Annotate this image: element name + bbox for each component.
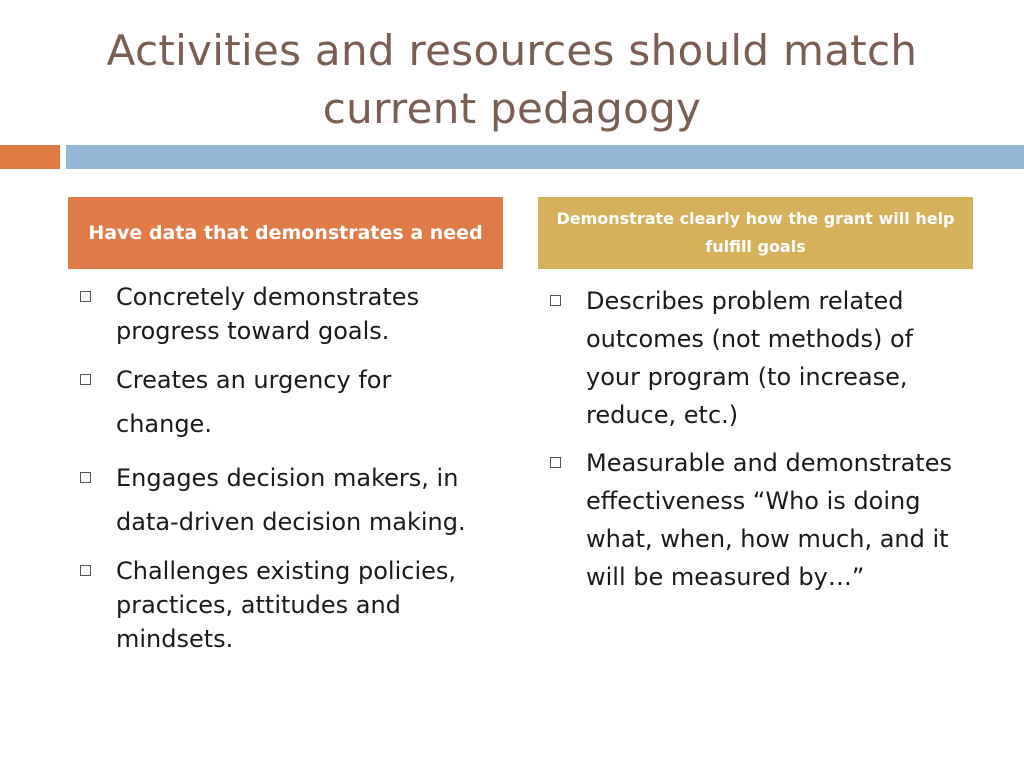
square-bullet-icon [80, 565, 91, 576]
left-column-header-text: Have data that demonstrates a need [88, 222, 483, 244]
list-item-text: Describes problem related outcomes (not methods) of your program (to increase, reduce, etc.) [586, 287, 914, 429]
list-item-text: Challenges existing policies, practices, attitudes and mindsets. [116, 557, 457, 653]
right-bullet-list [550, 282, 970, 606]
slide-title: Activities and resources should match current pedagogy [106, 26, 918, 133]
square-bullet-icon [80, 291, 91, 302]
list-item [80, 456, 490, 544]
list-item [80, 280, 490, 348]
list-item-text: Measurable and demonstrates effectiveness “Who is doing what, when, how much, and it will be measured by…” [586, 449, 952, 591]
square-bullet-icon [550, 295, 561, 306]
list-item [550, 444, 970, 596]
list-item [80, 358, 490, 446]
left-bullet-list [80, 280, 490, 666]
square-bullet-icon [550, 457, 561, 468]
square-bullet-icon [80, 374, 91, 385]
square-bullet-icon [80, 472, 91, 483]
decorative-bar-blue [66, 145, 1024, 169]
decorative-bar-orange [0, 145, 60, 169]
list-item-text: Creates an urgency for change. [116, 366, 392, 438]
list-item-text: Engages decision makers, in data-driven decision making. [116, 464, 466, 536]
left-column-header [68, 197, 503, 269]
right-column-header-text: Demonstrate clearly how the grant will help fulfill goals [556, 209, 955, 256]
right-column-header [538, 197, 973, 269]
list-item [80, 554, 490, 656]
list-item [550, 282, 970, 434]
list-item-text: Concretely demonstrates progress toward goals. [116, 283, 420, 345]
